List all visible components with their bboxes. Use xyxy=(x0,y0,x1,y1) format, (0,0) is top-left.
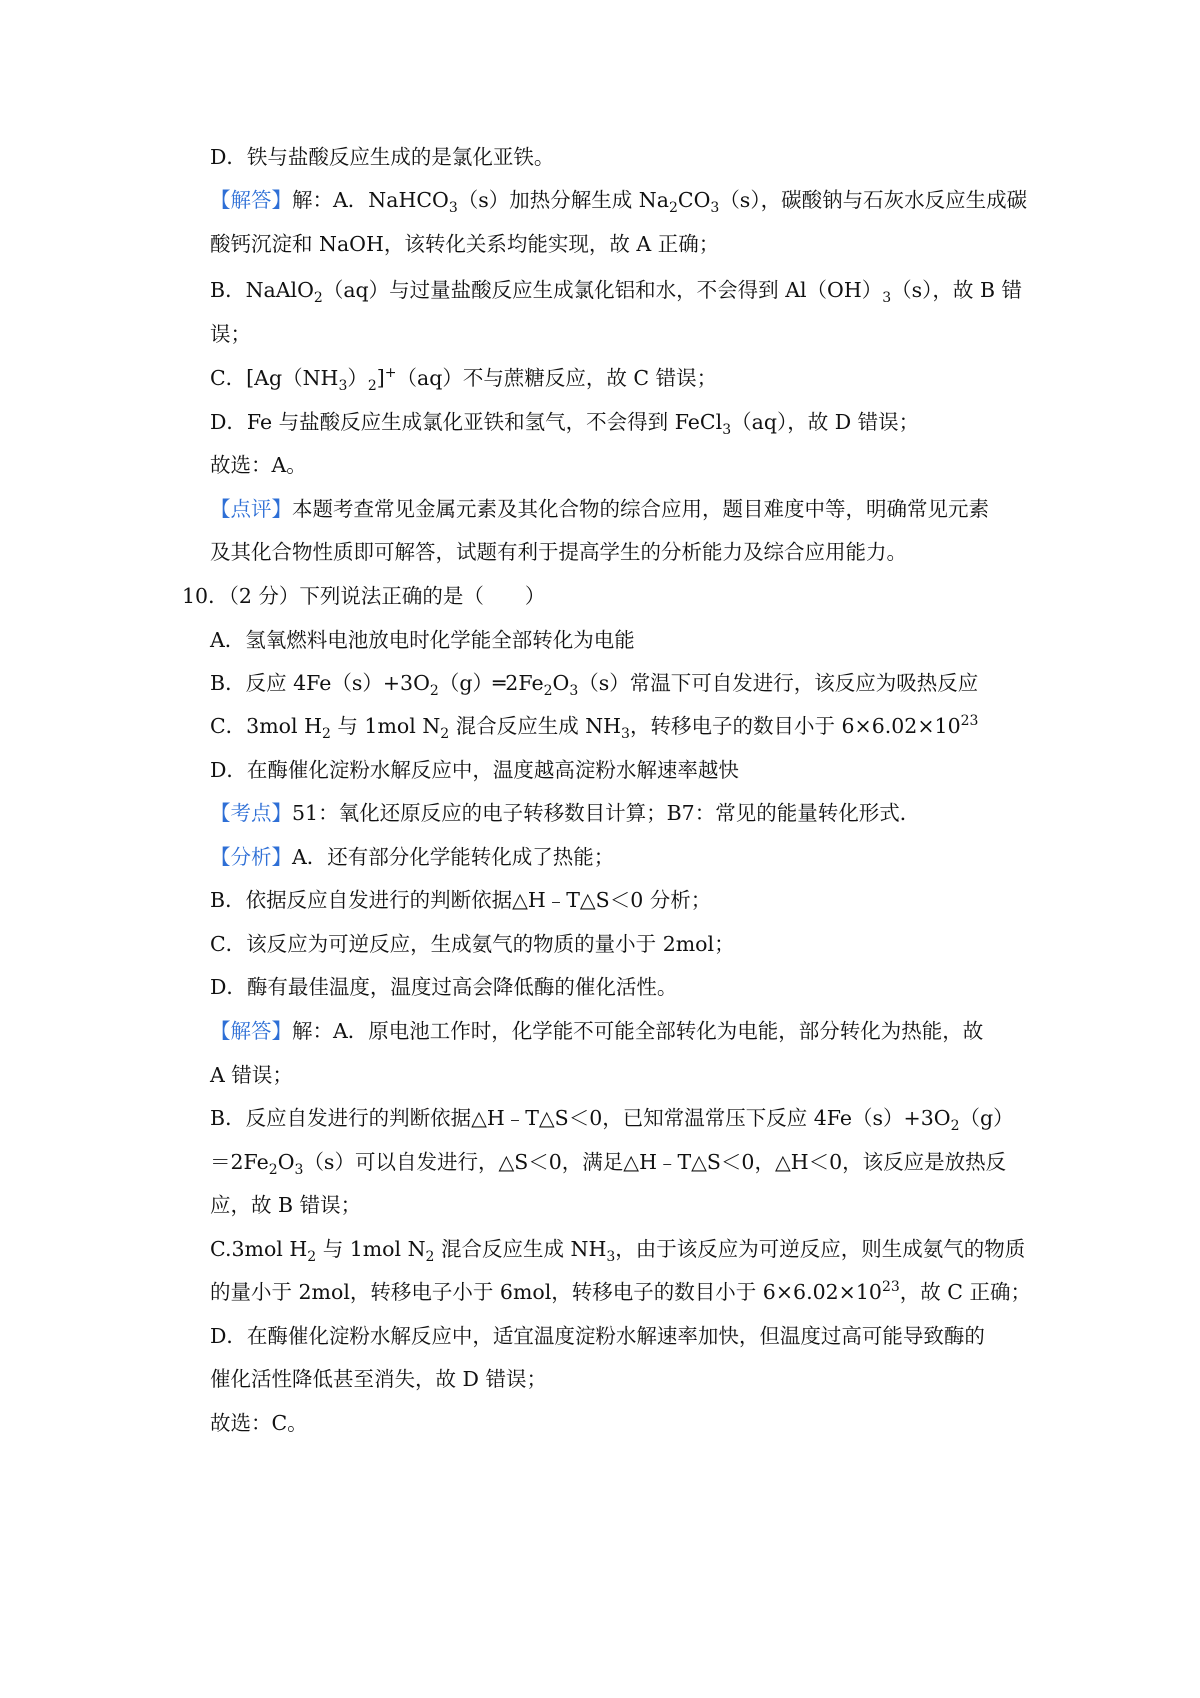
text: （s），故 B 错 xyxy=(891,278,1023,302)
prev-option-d: D．铁与盐酸反应生成的是氯化亚铁。 xyxy=(210,145,555,169)
jieda-line-a1 xyxy=(210,1017,983,1045)
text: （s），碳酸钠与石灰水反应生成碳 xyxy=(719,188,1028,212)
text: D．Fe 与盐酸反应生成氯化亚铁和氢气，不会得到 FeCl xyxy=(210,410,723,434)
fenxi-line-d: D．酶有最佳温度，温度过高会降低酶的催化活性。 xyxy=(210,975,678,999)
subscript: 3 xyxy=(338,378,348,395)
text: （s）可以自发进行，△S＜0，满足△H﹣T△S＜0，△H＜0，该反应是放热反 xyxy=(303,1150,1007,1174)
text: O xyxy=(277,1150,295,1174)
text: 与 1mol N xyxy=(316,1237,426,1261)
jieda-line-c2 xyxy=(210,1278,1031,1306)
text: ，转移电子的数目小于 6×6.02×10 xyxy=(629,714,961,738)
subscript: 2 xyxy=(313,290,323,307)
question-10-option-d: D．在酶催化淀粉水解反应中，温度越高淀粉水解速率越快 xyxy=(210,758,739,782)
text: 本题考查常见金属元素及其化合物的综合应用，题目难度中等，明确常见元素 xyxy=(292,497,989,521)
subscript: 2 xyxy=(367,378,377,395)
prev-choice: 故选：A。 xyxy=(210,453,307,477)
fenxi-line-a xyxy=(210,843,614,871)
text: （g）═2Fe xyxy=(438,671,544,695)
jieda-line-a2: A 错误； xyxy=(210,1063,293,1087)
text: （aq）与过量盐酸反应生成氯化铝和水，不会得到 Al（OH） xyxy=(322,278,883,302)
jieda-line-d1: D．在酶催化淀粉水解反应中，适宜温度淀粉水解速率加快，但温度过高可能导致酶的 xyxy=(210,1324,985,1348)
subscript: 2 xyxy=(321,726,331,743)
text: A．还有部分化学能转化成了热能； xyxy=(292,845,615,869)
prev-answer-c xyxy=(210,364,718,395)
subscript: 2 xyxy=(950,1118,960,1135)
subscript: 3 xyxy=(710,200,720,217)
text: C．[Ag（NH xyxy=(210,366,339,390)
text: 51：氧化还原反应的电子转移数目计算；B7：常见的能量转化形式． xyxy=(292,801,921,825)
text: B．反应自发进行的判断依据△H﹣T△S＜0，已知常温常压下反应 4Fe（s）+3O xyxy=(210,1106,951,1130)
prev-answer-d xyxy=(210,408,920,439)
text: 与 1mol N xyxy=(330,714,441,738)
text: 解：A．NaHCO xyxy=(292,188,449,212)
subscript: 2 xyxy=(268,1162,278,1179)
text: 混合反应生成 NH xyxy=(449,714,622,738)
text: ＝2Fe xyxy=(210,1150,269,1174)
question-10-option-c xyxy=(210,712,979,743)
comment-tag: 【点评】 xyxy=(210,497,292,521)
subscript: 2 xyxy=(543,683,553,700)
subscript: 3 xyxy=(569,683,579,700)
text: C．3mol H xyxy=(210,714,322,738)
prev-comment-line-2: 及其化合物性质即可解答，试题有利于提高学生的分析能力及综合应用能力。 xyxy=(210,540,907,564)
prev-answer-b-line-1 xyxy=(210,276,1023,307)
subscript: 2 xyxy=(429,683,439,700)
question-10-stem: 10．（2 分）下列说法正确的是（ ） xyxy=(182,584,546,608)
text: （s）加热分解生成 Na xyxy=(457,188,669,212)
text: B．反应 4Fe（s）+3O xyxy=(210,671,430,695)
superscript: + xyxy=(384,365,397,382)
text: C.3mol H xyxy=(210,1237,308,1261)
kaodian-line xyxy=(210,799,920,827)
subscript: 3 xyxy=(606,1249,616,1266)
fenxi-line-b: B．依据反应自发进行的判断依据△H﹣T△S＜0 分析； xyxy=(210,888,712,912)
kaodian-tag: 【考点】 xyxy=(210,801,292,825)
question-10-option-a: A．氢氧燃料电池放电时化学能全部转化为电能 xyxy=(210,628,635,652)
question-10-choice: 故选：C。 xyxy=(210,1411,308,1435)
text: ，故 C 正确； xyxy=(899,1280,1031,1304)
text: 混合反应生成 NH xyxy=(434,1237,607,1261)
jieda-line-b1 xyxy=(210,1104,1014,1135)
text: O xyxy=(552,671,570,695)
fenxi-line-c: C．该反应为可逆反应，生成氨气的物质的量小于 2mol； xyxy=(210,932,735,956)
subscript: 3 xyxy=(294,1162,304,1179)
text: 的量小于 2mol，转移电子小于 6mol，转移电子的数目小于 6×6.02×10 xyxy=(210,1280,882,1304)
jieda-line-c1 xyxy=(210,1235,1026,1266)
text: 解：A．原电池工作时，化学能不可能全部转化为电能，部分转化为热能，故 xyxy=(292,1019,984,1043)
prev-answer-b-line-2: 误； xyxy=(210,322,251,346)
text: CO xyxy=(677,188,711,212)
subscript: 2 xyxy=(425,1249,435,1266)
prev-comment-line-1 xyxy=(210,495,989,523)
superscript: 23 xyxy=(960,713,979,730)
subscript: 3 xyxy=(882,290,892,307)
text: ，由于该反应为可逆反应，则生成氨气的物质 xyxy=(615,1237,1026,1261)
prev-answer-line-1 xyxy=(210,186,1028,217)
prev-answer-line-2: 酸钙沉淀和 NaOH，该转化关系均能实现，故 A 正确； xyxy=(210,232,720,256)
subscript: 2 xyxy=(307,1249,317,1266)
subscript: 3 xyxy=(722,422,732,439)
text: （aq）不与蔗糖反应，故 C 错误； xyxy=(396,366,718,390)
subscript: 2 xyxy=(668,200,678,217)
text: ） xyxy=(347,366,368,390)
text: （s）常温下可自发进行，该反应为吸热反应 xyxy=(578,671,979,695)
jieda-line-b2 xyxy=(210,1148,1007,1179)
question-10-option-b xyxy=(210,669,979,700)
jieda-line-b3: 应，故 B 错误； xyxy=(210,1193,362,1217)
text: ] xyxy=(376,366,385,390)
text: B．NaAlO xyxy=(210,278,314,302)
subscript: 2 xyxy=(440,726,450,743)
text: （g） xyxy=(959,1106,1014,1130)
jieda-line-d2: 催化活性降低甚至消失，故 D 错误； xyxy=(210,1367,547,1391)
jieda-tag: 【解答】 xyxy=(210,1019,292,1043)
answer-tag: 【解答】 xyxy=(210,188,292,212)
subscript: 3 xyxy=(448,200,458,217)
fenxi-tag: 【分析】 xyxy=(210,845,292,869)
text: （aq），故 D 错误； xyxy=(731,410,920,434)
superscript: 23 xyxy=(881,1279,900,1296)
subscript: 3 xyxy=(621,726,630,743)
